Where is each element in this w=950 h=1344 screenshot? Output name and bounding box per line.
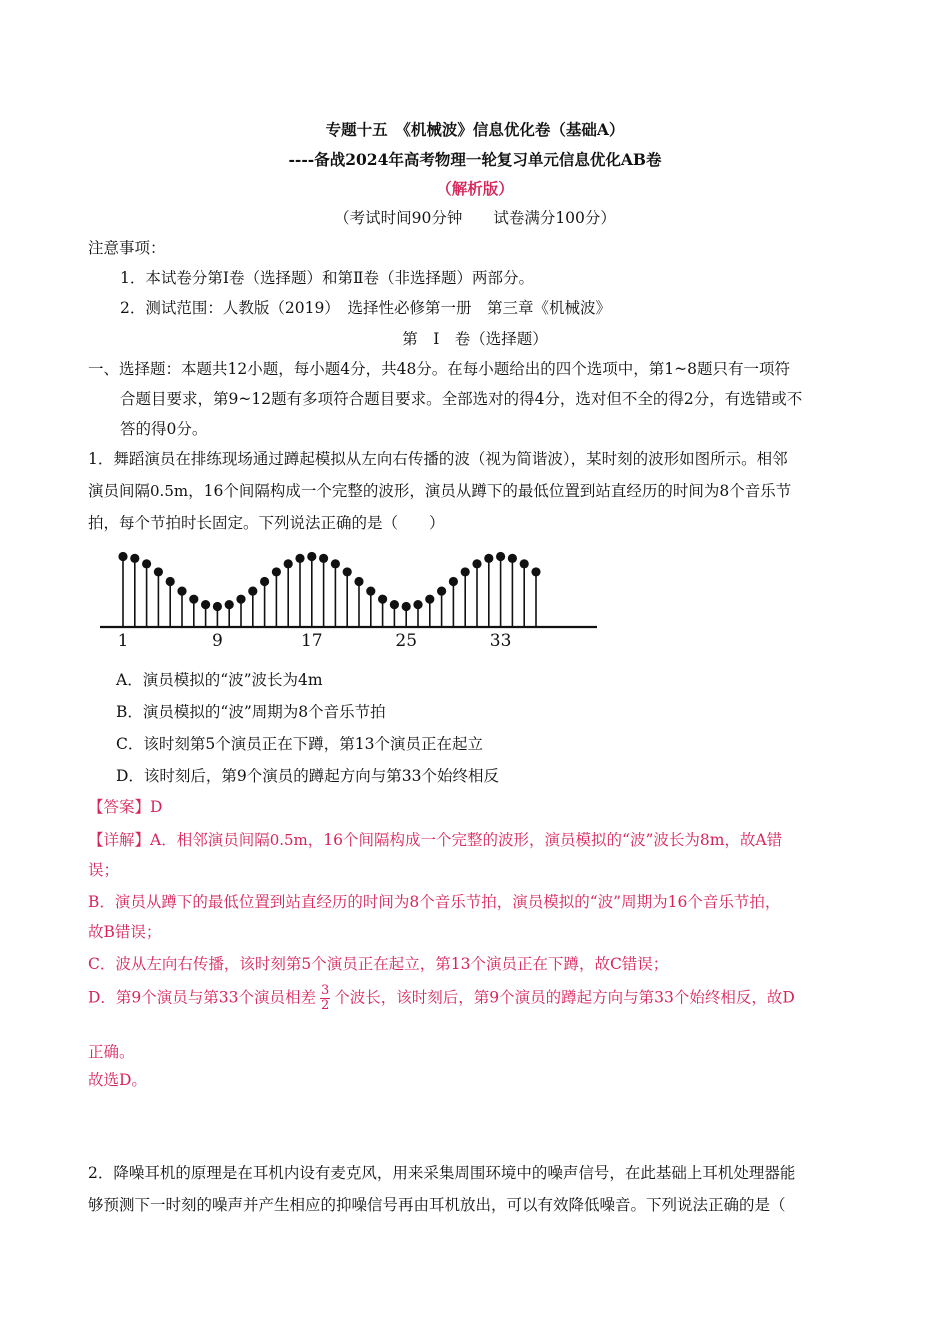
section-intro-line-3: 答的得0分。 <box>120 420 208 438</box>
dancer-head <box>177 586 186 595</box>
q1-answer: 【答案】D <box>88 798 163 816</box>
section-title: 第 Ⅰ 卷（选择题） <box>402 330 548 348</box>
dancer-head <box>531 567 540 576</box>
figure-label: 17 <box>300 631 323 651</box>
q1-detail-text: D．第9个演员与第33个演员相差 <box>88 988 317 1007</box>
dancer-head <box>508 554 517 563</box>
dancer-head <box>166 577 175 586</box>
q1-option-d: D．该时刻后，第9个演员的蹲起方向与第33个始终相反 <box>116 767 500 785</box>
notes-heading: 注意事项： <box>88 239 166 257</box>
q1-stem-text: ，16个间隔构成一个完整的波形，演员从蹲下的最低位置到站直经历的时间为8个音乐节 <box>188 482 792 500</box>
q1-stem-line-3: 拍，每个节拍时长固定。下列说法正确的是（ ） <box>88 514 445 532</box>
notes-item-2: 2．测试范围：人教版（2019） 选择性必修第一册 第三章《机械波》 <box>120 299 612 317</box>
fraction-numerator: 3 <box>321 983 330 998</box>
q1-detail-a-line-1 <box>88 828 782 850</box>
dancer-head <box>189 595 198 604</box>
q2-stem-line-1: 2．降噪耳机的原理是在耳机内设有麦克风，用来采集周围环境中的噪声信号，在此基础上耳机处理器能 <box>88 1164 796 1182</box>
dancer-head <box>378 595 387 604</box>
q1-detail-text: 个波长，该时刻后，第9个演员的蹲起方向与第33个始终相反，故D <box>334 988 795 1007</box>
fraction-denominator: 2 <box>321 998 330 1013</box>
q1-option-a: A．演员模拟的“波”波长为4m <box>116 671 323 689</box>
doc-subtitle: ----备战2024年高考物理一轮复习单元信息优化AB卷 <box>288 150 662 169</box>
q1-detail-d-line-1 <box>88 984 795 1013</box>
q1-detail-c: C．波从左向右传播，该时刻第5个演员正在起立，第13个演员正在下蹲，故C错误； <box>88 955 669 973</box>
dancer-head <box>437 586 446 595</box>
q1-stem-line-2 <box>88 479 791 501</box>
dancer-head <box>201 600 210 609</box>
figure-label: 9 <box>211 631 223 651</box>
dancer-head <box>496 552 505 561</box>
dancer-head <box>402 602 411 611</box>
dancer-head <box>390 600 399 609</box>
q1-stem-text: 演员间隔 <box>88 482 151 500</box>
q1-detail-a-line-2: 误； <box>88 861 120 879</box>
dancer-head <box>236 595 245 604</box>
q1-option-b: B．演员模拟的“波”周期为8个音乐节拍 <box>116 703 386 721</box>
notes-item-1: 1．本试卷分第Ⅰ卷（选择题）和第Ⅱ卷（非选择题）两部分。 <box>120 269 535 287</box>
dancer-head <box>484 554 493 563</box>
exam-info: （考试时间90分钟 试卷满分100分） <box>334 209 616 227</box>
q1-detail-d-line-2: 正确。 <box>88 1043 135 1061</box>
dancer-head <box>295 554 304 563</box>
dancer-head <box>425 595 434 604</box>
q1-detail-b-line-1: B．演员从蹲下的最低位置到站直经历的时间为8个音乐节拍，演员模拟的“波”周期为16个音乐节拍， <box>88 893 781 911</box>
q1-detail-text: ，16个间隔构成一个完整的波形，演员模拟的“波”波长为8m，故A错 <box>307 831 783 849</box>
q1-conclusion: 故选D。 <box>88 1071 147 1089</box>
dancer-head <box>461 567 470 576</box>
wave-figure <box>95 545 605 655</box>
q1-detail-b-line-2: 故B错误； <box>88 923 162 941</box>
figure-label: 33 <box>489 631 512 651</box>
q1-detail-text: 【详解】A．相邻演员间隔 <box>88 831 270 849</box>
q1-option-c: C．该时刻第5个演员正在下蹲，第13个演员正在起立 <box>116 735 483 753</box>
dancer-head <box>343 567 352 576</box>
q1-detail-spacing-value: 0.5m <box>269 831 308 849</box>
dancer-head <box>142 559 151 568</box>
dancer-head <box>366 586 375 595</box>
dancer-head <box>260 577 269 586</box>
dancer-head <box>284 559 293 568</box>
dancer-head <box>248 586 257 595</box>
dancer-head <box>354 577 363 586</box>
q1-spacing-value: 0.5m <box>150 482 189 500</box>
dancer-head <box>154 567 163 576</box>
dancer-head <box>213 602 222 611</box>
doc-title: 专题十五 《机械波》信息优化卷（基础A） <box>325 120 625 139</box>
figure-label: 25 <box>395 631 418 651</box>
dancer-head <box>520 559 529 568</box>
dancer-head <box>307 552 316 561</box>
dancer-head <box>449 577 458 586</box>
dancer-head <box>331 559 340 568</box>
figure-label: 1 <box>117 631 129 651</box>
dancer-head <box>413 600 422 609</box>
dancer-head <box>118 552 127 561</box>
q1-stem-line-1: 1．舞蹈演员在排练现场通过蹲起模拟从左向右传播的波（视为简谐波），某时刻的波形如图所示。相邻 <box>88 450 788 468</box>
section-intro-line-1: 一、选择题：本题共12小题，每小题4分，共48分。在每小题给出的四个选项中，第1~8题只有一项符 <box>88 360 791 378</box>
dancer-head <box>472 559 481 568</box>
doc-version-label: （解析版） <box>436 179 514 198</box>
dancer-head <box>272 567 281 576</box>
section-intro-line-2: 合题目要求，第9~12题有多项符合题目要求。全部选对的得4分，选对但不全的得2分，有选错或不 <box>120 390 803 408</box>
q1-detail-fraction <box>320 984 330 1013</box>
dancer-head <box>225 600 234 609</box>
dancer-head <box>130 554 139 563</box>
dancer-head <box>319 554 328 563</box>
q2-stem-line-2: 够预测下一时刻的噪声并产生相应的抑噪信号再由耳机放出，可以有效降低噪音。下列说法正确的是（ <box>88 1196 786 1214</box>
